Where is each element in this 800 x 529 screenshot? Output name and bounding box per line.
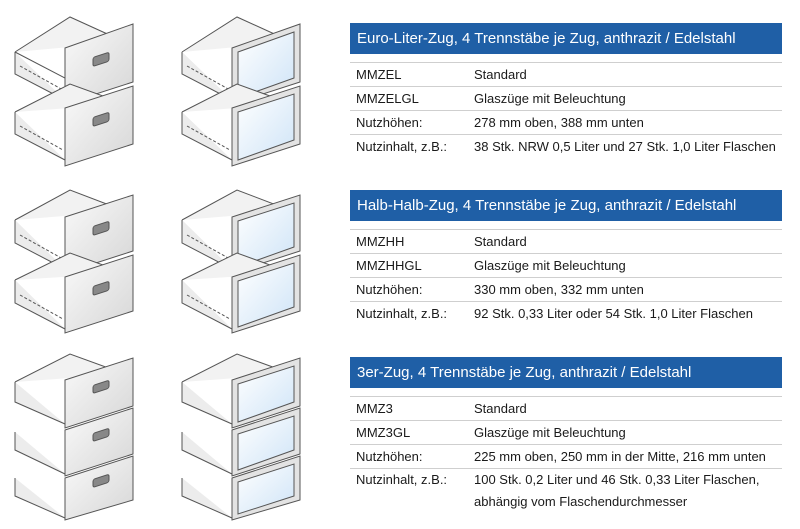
drawer-illustration-halb-standard (5, 185, 140, 340)
table-row (350, 254, 782, 278)
table-row (350, 302, 782, 325)
row-value: Standard (474, 67, 527, 82)
row-value-line: abhängig vom Flaschendurchmesser (474, 494, 688, 509)
row-label: MMZ3GL (356, 425, 411, 440)
table-row (350, 421, 782, 445)
row-value (474, 469, 782, 513)
row-label: Nutzinhalt, z.B.: (356, 472, 448, 487)
row-value: Standard (474, 234, 527, 249)
drawer-illustration-euro-standard (5, 12, 140, 172)
section-halb-halb-zug (350, 190, 782, 325)
row-label: Nutzinhalt, z.B.: (356, 139, 448, 154)
row-value: 330 mm oben, 332 mm unten (474, 282, 644, 297)
table-row (350, 396, 782, 421)
section-header: Halb-Halb-Zug, 4 Trennstäbe je Zug, anthrazit / Edelstahl (350, 190, 782, 221)
row-label: Nutzhöhen: (356, 282, 423, 297)
row-label: MMZ3 (356, 401, 393, 416)
drawer-illustration-3er-standard (5, 350, 140, 522)
row-label: Nutzhöhen: (356, 115, 423, 130)
row-label: Nutzinhalt, z.B.: (356, 306, 448, 321)
row-value: Glaszüge mit Beleuchtung (474, 425, 626, 440)
row-label: MMZEL (356, 67, 402, 82)
row-value-line: 100 Stk. 0,2 Liter und 46 Stk. 0,33 Liter Flaschen, (474, 472, 760, 487)
row-value: 92 Stk. 0,33 Liter oder 54 Stk. 1,0 Liter Flaschen (474, 306, 753, 321)
table-row (350, 87, 782, 111)
table-row (350, 135, 782, 158)
table-row (350, 469, 782, 513)
section-3er-zug (350, 357, 782, 513)
row-label: MMZELGL (356, 91, 419, 106)
row-value: 225 mm oben, 250 mm in der Mitte, 216 mm unten (474, 449, 766, 464)
table-row (350, 278, 782, 302)
section-header: 3er-Zug, 4 Trennstäbe je Zug, anthrazit / Edelstahl (350, 357, 782, 388)
table-row (350, 229, 782, 254)
row-value: Standard (474, 401, 527, 416)
row-value: Glaszüge mit Beleuchtung (474, 258, 626, 273)
row-value: Glaszüge mit Beleuchtung (474, 91, 626, 106)
drawer-illustration-halb-glass (172, 185, 307, 340)
table-row (350, 445, 782, 469)
row-value: 38 Stk. NRW 0,5 Liter und 27 Stk. 1,0 Liter Flaschen (474, 139, 776, 154)
row-label: Nutzhöhen: (356, 449, 423, 464)
section-header: Euro-Liter-Zug, 4 Trennstäbe je Zug, anthrazit / Edelstahl (350, 23, 782, 54)
drawer-illustration-3er-glass (172, 350, 307, 522)
row-label: MMZHH (356, 234, 405, 249)
section-euro-liter-zug (350, 23, 782, 158)
drawer-illustration-euro-glass (172, 12, 307, 172)
table-row (350, 62, 782, 87)
row-label: MMZHHGL (356, 258, 422, 273)
table-row (350, 111, 782, 135)
row-value: 278 mm oben, 388 mm unten (474, 115, 644, 130)
